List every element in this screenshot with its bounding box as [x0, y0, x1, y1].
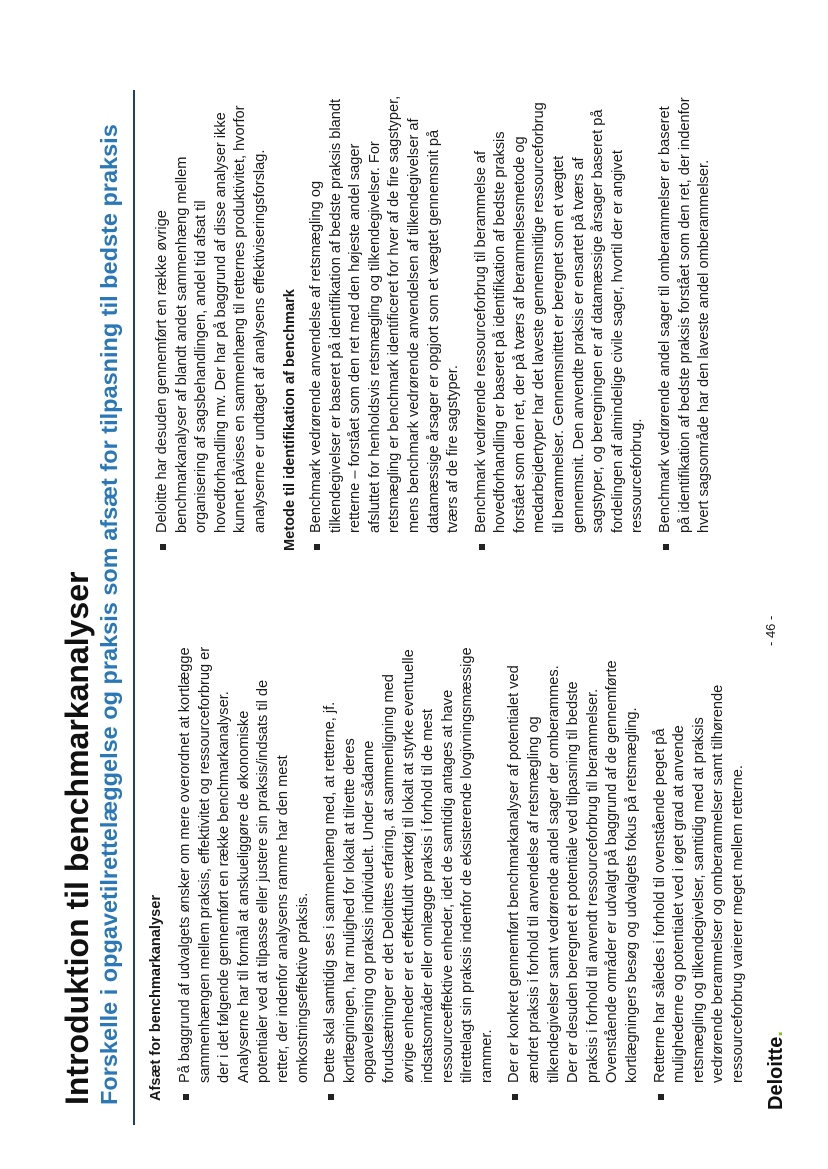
text-line: sammenhængen mellem praksis, effektivitet og ressourceforbrug er — [196, 646, 213, 1083]
right-column — [153, 81, 715, 551]
page-number: - 46 - — [763, 615, 778, 646]
text-line: vedrørende berammelser og omberammelser samt tilhørende — [710, 684, 727, 1083]
text-line: der i det følgende gennemført en række benchmarkanalyser. — [216, 691, 233, 1083]
text-line: på identifikation af bedste praksis forstået som den ret, der indenfor — [676, 97, 693, 533]
text-line: benchmarkanalyser af blandt andet sammenhæng mellem — [173, 156, 190, 533]
text-line: forstået som den ret, der på tværs af berammelsesmetode og — [511, 136, 528, 533]
bullet-item — [307, 81, 464, 551]
text-line: mens benchmark vedrørende anvendelsen af tilkendegivelser af — [405, 118, 422, 533]
bullet-item — [656, 81, 715, 551]
bullet-item — [321, 631, 497, 1101]
text-line: På baggrund af udvalgets ønsker om mere overordnet at kortlægge — [176, 647, 193, 1083]
text-line: kortlægningen, har mulighed for lokalt at tilrette deres — [341, 738, 358, 1083]
text-line: hovedforhandling er baseret på identifikation af bedste praksis — [492, 131, 509, 533]
text-line: Der er desuden beregnet et potentiale ved tilpasning til bedste — [565, 681, 582, 1083]
text-line: retter, der indenfor analysens ramme har den mest — [274, 755, 291, 1083]
text-line: afsluttet for henholdsvis retsmægling og tilkendegivelser. For — [366, 141, 383, 533]
bullet-text — [656, 81, 715, 533]
text-line: hvert sagsområde har den laveste andel omberammelser. — [696, 159, 713, 533]
text-line: ændret praksis i forhold til anvendelse af retsmægling og — [526, 716, 543, 1083]
left-column — [147, 631, 749, 1101]
section-heading-metode: Metode til identifikation af benchmark — [281, 289, 298, 551]
text-line: forudsætninger er det Deloittes erfaring, at sammenligning med — [380, 674, 397, 1083]
text-line: tilkendegivelser samt vedrørende andel sager der omberammes. — [545, 665, 562, 1083]
bullet-square-icon — [328, 1094, 334, 1100]
text-line: Benchmark vedrørende ressourceforbrug til berammelse af — [472, 150, 489, 533]
text-line: til berammelser. Gennemsnittet er beregnet som et vægtet — [551, 155, 568, 533]
text-line: omkostningseffektive praksis. — [294, 892, 311, 1083]
bullet-square-icon — [663, 544, 669, 550]
logo-text: Deloitte — [765, 1036, 787, 1110]
text-line: gennemsnit. Den anvendte praksis er ensartet på tværs af — [570, 157, 587, 533]
page-title: Introduktion til benchmarkanalyser — [59, 571, 95, 1105]
bullet-square-icon — [314, 544, 320, 550]
text-line: Ovenstående områder er udvalgt på baggrund af de gennemførte — [604, 660, 621, 1083]
text-line: tværs af de fire sagstyper. — [445, 365, 462, 533]
bullet-square-icon — [160, 544, 166, 550]
text-line: Benchmark vedrørende andel sager til omberammelser er baseret — [657, 106, 674, 533]
text-line: Der er konkret gennemført benchmarkanalyser af potentialet ved — [506, 665, 523, 1083]
text-line: potentialer ved at tilpasse eller justere sin praksis/indsats til de — [255, 679, 272, 1083]
text-line: øvrige enheder er et effektfuldt værktøj til lokalt at styrke eventuelle — [400, 649, 417, 1083]
bullet-item — [472, 81, 648, 551]
text-line: retterne – forstået som den ret med den højeste andel sager — [347, 143, 364, 533]
text-line: kunnet påvises en sammenhæng til retternes produktivitet, hvorfor — [232, 105, 249, 533]
text-line: Dette skal samtidig ses i sammenhæng med, at retterne, jf. — [322, 701, 339, 1083]
text-line: Analyserne har til formål at anskueliggøre de økonomiske — [235, 710, 252, 1083]
text-line: medarbejdertyper har det laveste gennemsnitlige ressourceforbrug — [531, 102, 548, 533]
text-line: retsmægling og tilkendegivelser, samtidig med at praksis — [690, 717, 707, 1083]
text-line: datamæssige årsager er opgjort som et vægtet gennemsnit på — [425, 129, 442, 533]
text-line: praksis i forhold til anvendt ressourceforbrug til berammelser. — [584, 688, 601, 1083]
text-line: hovedforhandling mv. Der har på baggrund af disse analyser ikke — [212, 112, 229, 533]
text-line: opgaveløsning og praksis individuelt. Under sådanne — [361, 740, 378, 1083]
section-heading-afsaet: Afsæt for benchmarkanalyser — [148, 894, 164, 1101]
text-line: ressourceforbrug. — [629, 418, 646, 533]
text-line: tilrettelagt sin praksis indenfor de eksisterende lovgivningsmæssige — [459, 647, 476, 1083]
text-line: tilkendegivelser er baseret på identifikation af bedste praksis blandt — [327, 98, 344, 533]
bullet-square-icon — [658, 1094, 664, 1100]
bullet-text — [153, 81, 271, 533]
bullet-text — [321, 631, 497, 1083]
text-line: analyserne er undtaget af analysens effektiviseringsforslag. — [251, 149, 268, 533]
text-line: sagstyper, og beregningen er af datamæssige årsager baseret på — [590, 109, 607, 533]
bullet-item — [651, 631, 749, 1101]
bullet-item — [176, 631, 313, 1101]
text-line: Retterne har således i forhold til ovenstående peget på — [651, 728, 668, 1083]
logo-dot: . — [765, 1031, 787, 1037]
deloitte-logo — [764, 1031, 788, 1110]
text-line: ressourceeffektive enheder, idet de samtidig antages at have — [439, 689, 456, 1083]
bullet-item — [153, 81, 271, 551]
text-line: indsatsområder eller omlægge praksis i forhold til de mest — [420, 709, 437, 1083]
text-line: Deloitte har desuden gennemført en række øvrige — [154, 210, 170, 533]
bullet-text — [651, 631, 749, 1083]
bullet-square-icon — [479, 544, 485, 550]
text-line: mulighederne og potentialet ved i øget grad at anvende — [671, 725, 688, 1083]
bullet-text — [307, 81, 464, 533]
bullet-item — [505, 631, 642, 1101]
bullet-text — [472, 81, 648, 533]
text-line: retsmægling er benchmark identificeret for hver af de fire sagstyper, — [386, 95, 403, 533]
bullet-square-icon — [512, 1094, 518, 1100]
text-line: ressourceforbrug varierer meget mellem retterne. — [730, 765, 747, 1083]
text-line: organisering af sagsbehandlingen, andel tid afsat til — [193, 200, 210, 533]
text-line: rammer. — [478, 1029, 495, 1083]
bullet-square-icon — [183, 1094, 189, 1100]
text-line: kortlægningers besøg og udvalgets fokus på retsmægling. — [624, 707, 641, 1083]
text-line: Benchmark vedrørende anvendelse af retsmægling og — [307, 180, 324, 533]
page-subtitle: Forskelle i opgavetilrettelæggelse og praksis som afsæt for tilpasning til bedste praksis — [96, 124, 122, 1105]
bullet-text — [176, 631, 313, 1083]
text-line: fordelingen af almindelige civile sager, hvortil der er angivet — [609, 150, 626, 533]
header-divider — [133, 90, 135, 1125]
bullet-text — [505, 631, 642, 1083]
